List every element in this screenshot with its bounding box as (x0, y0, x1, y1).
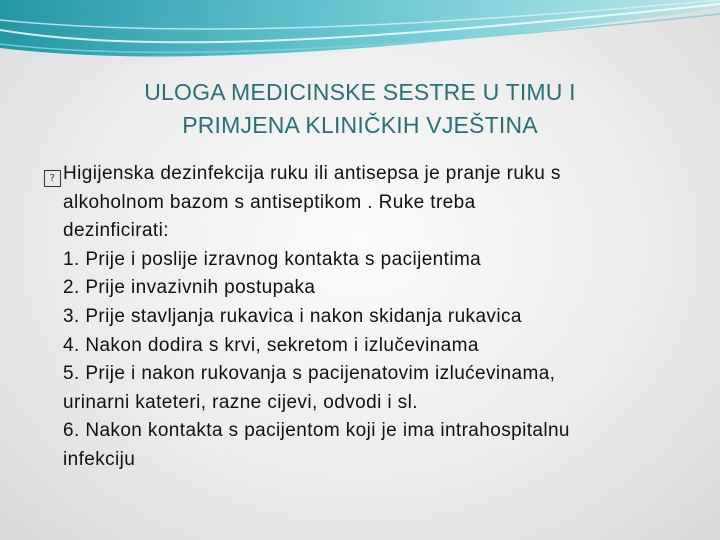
first-line-text: Higijenska dezinfekcija ruku ili antisepsa je pranje ruku s (63, 163, 561, 184)
missing-glyph-bullet-icon: ? (44, 170, 61, 187)
slide-title-line-2: PRIMJENA KLINIČKIH VJEŠTINA (182, 112, 538, 138)
slide-body-text (44, 160, 694, 475)
list-item-6-continued: infekciju (63, 448, 136, 470)
list-item-1: 1. Prije i poslije izravnog kontakta s pacijentima (63, 248, 482, 270)
body-line: dezinficirati: (63, 220, 169, 242)
list-item-4: 4. Nakon dodira s krvi, sekretom i izlučevinama (63, 334, 479, 356)
list-item-5-continued: urinarni kateteri, razne cijevi, odvodi i sl. (63, 391, 418, 413)
list-item-2: 2. Prije invazivnih postupaka (63, 277, 316, 299)
header-wave-decoration (0, 0, 720, 70)
list-item-6: 6. Nakon kontakta s pacijentom koji je ima intrahospitalnu (63, 420, 570, 442)
list-item-3: 3. Prije stavljanja rukavica i nakon skidanja rukavica (63, 305, 522, 327)
body-line: alkoholnom bazom s antiseptikom . Ruke treba (63, 191, 476, 213)
paragraph-first-line (44, 160, 694, 189)
slide-title (60, 76, 660, 142)
list-item-5: 5. Prije i nakon rukovanja s pacijenatovim izlućevinama, (63, 363, 556, 385)
slide-title-line-1: ULOGA MEDICINSKE SESTRE U TIMU I (144, 79, 576, 105)
